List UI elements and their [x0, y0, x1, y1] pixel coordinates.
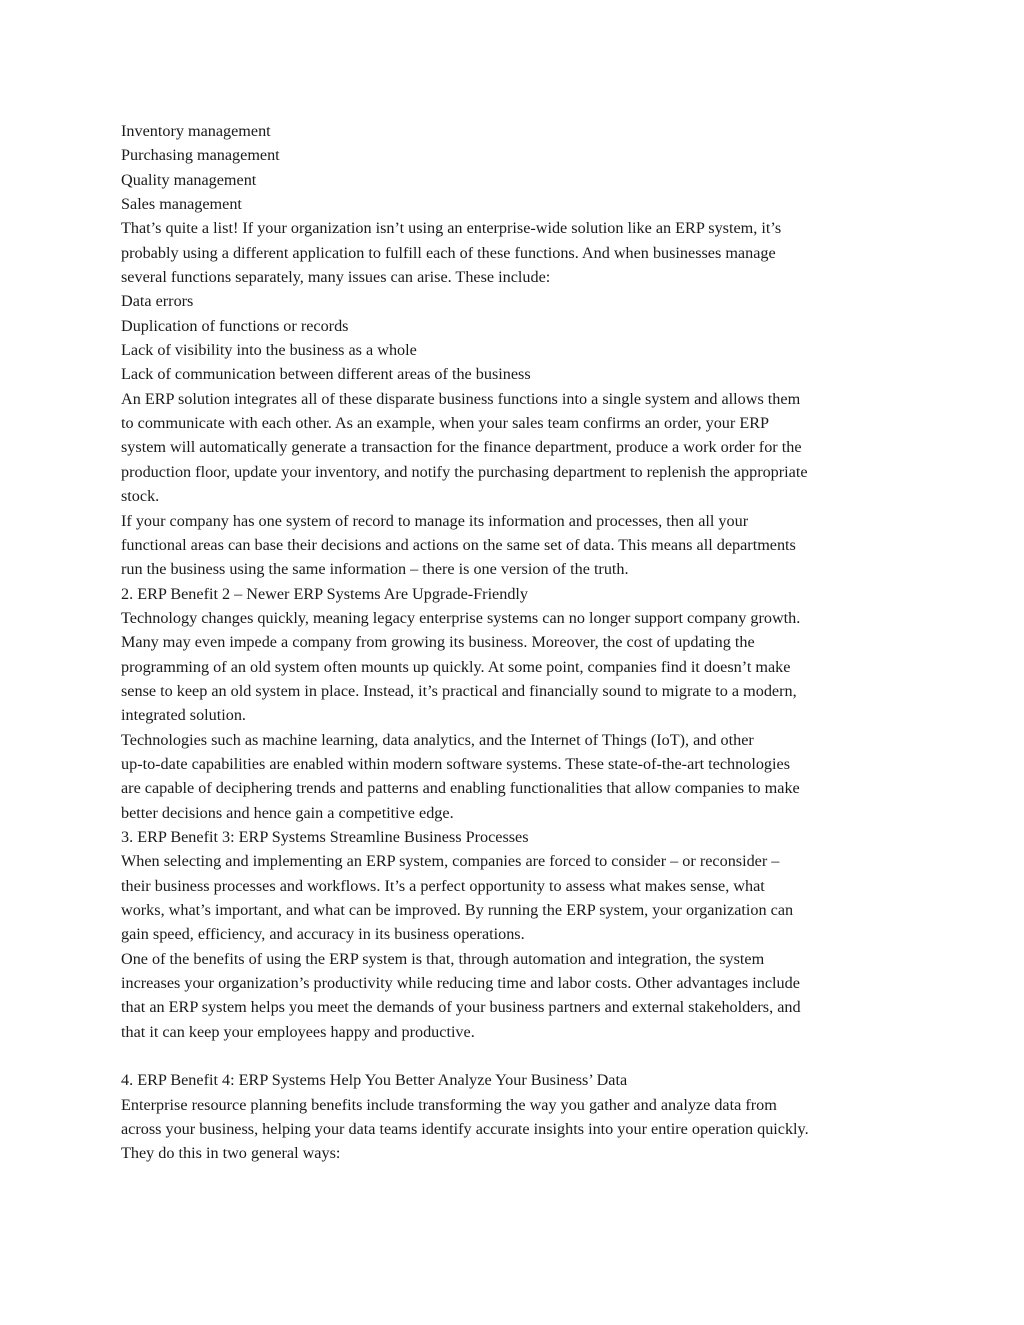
paragraph-line: stock.: [121, 487, 160, 506]
list-item-quality: Quality management: [121, 170, 257, 189]
paragraph-line: increases your organization’s productivity while reducing time and labor costs. Other advantages include: [121, 974, 800, 993]
paragraph-line: several functions separately, many issues can arise. These include:: [121, 268, 551, 287]
paragraph-line: One of the benefits of using the ERP system is that, through automation and integration, the system: [121, 949, 765, 968]
paragraph-line: Enterprise resource planning benefits include transforming the way you gather and analyze data from: [121, 1095, 777, 1114]
paragraph-line: system will automatically generate a transaction for the finance department, produce a work order for the: [121, 438, 802, 457]
section-heading-benefit-4: 4. ERP Benefit 4: ERP Systems Help You Better Analyze Your Business’ Data: [121, 1071, 628, 1090]
list-item-data-errors: Data errors: [121, 292, 194, 311]
paragraph-line: works, what’s important, and what can be improved. By running the ERP system, your organization can: [121, 901, 794, 919]
document-page: [121, 119, 911, 1166]
paragraph-line: run the business using the same information – there is one version of the truth.: [121, 560, 629, 579]
paragraph-line: Technology changes quickly, meaning legacy enterprise systems can no longer support company growth.: [121, 608, 801, 627]
paragraph-line: sense to keep an old system in place. Instead, it’s practical and financially sound to migrate to a modern,: [121, 681, 797, 700]
list-item-duplication: Duplication of functions or records: [121, 316, 349, 335]
paragraph-line: that an ERP system helps you meet the demands of your business partners and external stakeholders, and: [121, 998, 801, 1017]
paragraph-line: their business processes and workflows. It’s a perfect opportunity to assess what makes sense, what: [121, 876, 765, 895]
paragraph-line: better decisions and hence gain a competitive edge.: [121, 803, 454, 822]
paragraph-line: An ERP solution integrates all of these disparate business functions into a single system and allows them: [121, 389, 801, 408]
paragraph-line: across your business, helping your data teams identify accurate insights into your entire operation quickly.: [121, 1120, 809, 1139]
section-heading-benefit-2: 2. ERP Benefit 2 – Newer ERP Systems Are Upgrade-Friendly: [121, 584, 529, 603]
paragraph-line: to communicate with each other. As an example, when your sales team confirms an order, your ERP: [121, 414, 770, 433]
paragraph-line: They do this in two general ways:: [121, 1144, 341, 1163]
paragraph-line: production floor, update your inventory, and notify the purchasing department to replenish the appropriate: [121, 462, 808, 481]
blank-line: [121, 1044, 911, 1068]
paragraph-line: gain speed, efficiency, and accuracy in its business operations.: [121, 925, 525, 944]
paragraph-line: That’s quite a list! If your organization isn’t using an enterprise-wide solution like an ERP system, it’s: [121, 219, 782, 238]
paragraph-line: Technologies such as machine learning, data analytics, and the Internet of Things (IoT), and other: [121, 730, 754, 749]
paragraph-line: integrated solution.: [121, 706, 246, 725]
paragraph-line: functional areas can base their decisions and actions on the same set of data. This means all departments: [121, 535, 796, 554]
list-item-inventory: Inventory management: [121, 122, 271, 140]
paragraph-line: If your company has one system of record to manage its information and processes, then all your: [121, 511, 749, 530]
paragraph-line: that it can keep your employees happy and productive.: [121, 1022, 475, 1041]
list-item-visibility: Lack of visibility into the business as a whole: [121, 341, 417, 360]
list-item-communication: Lack of communication between different areas of the business: [121, 365, 531, 384]
paragraph-line: up-to-date capabilities are enabled within modern software systems. These state-of-the-art technologies: [121, 754, 790, 773]
list-item-sales: Sales management: [121, 195, 242, 214]
section-heading-benefit-3: 3. ERP Benefit 3: ERP Systems Streamline Business Processes: [121, 827, 529, 846]
paragraph-line: programming of an old system often mounts up quickly. At some point, companies find it doesn’t make: [121, 657, 791, 676]
paragraph-line: are capable of deciphering trends and patterns and enabling functionalities that allow companies to make: [121, 779, 800, 798]
paragraph-line: When selecting and implementing an ERP system, companies are forced to consider – or reconsider –: [121, 852, 780, 871]
list-item-purchasing: Purchasing management: [121, 146, 280, 165]
paragraph-line: Many may even impede a company from growing its business. Moreover, the cost of updating the: [121, 633, 755, 652]
paragraph-line: probably using a different application to fulfill each of these functions. And when businesses manage: [121, 243, 776, 262]
